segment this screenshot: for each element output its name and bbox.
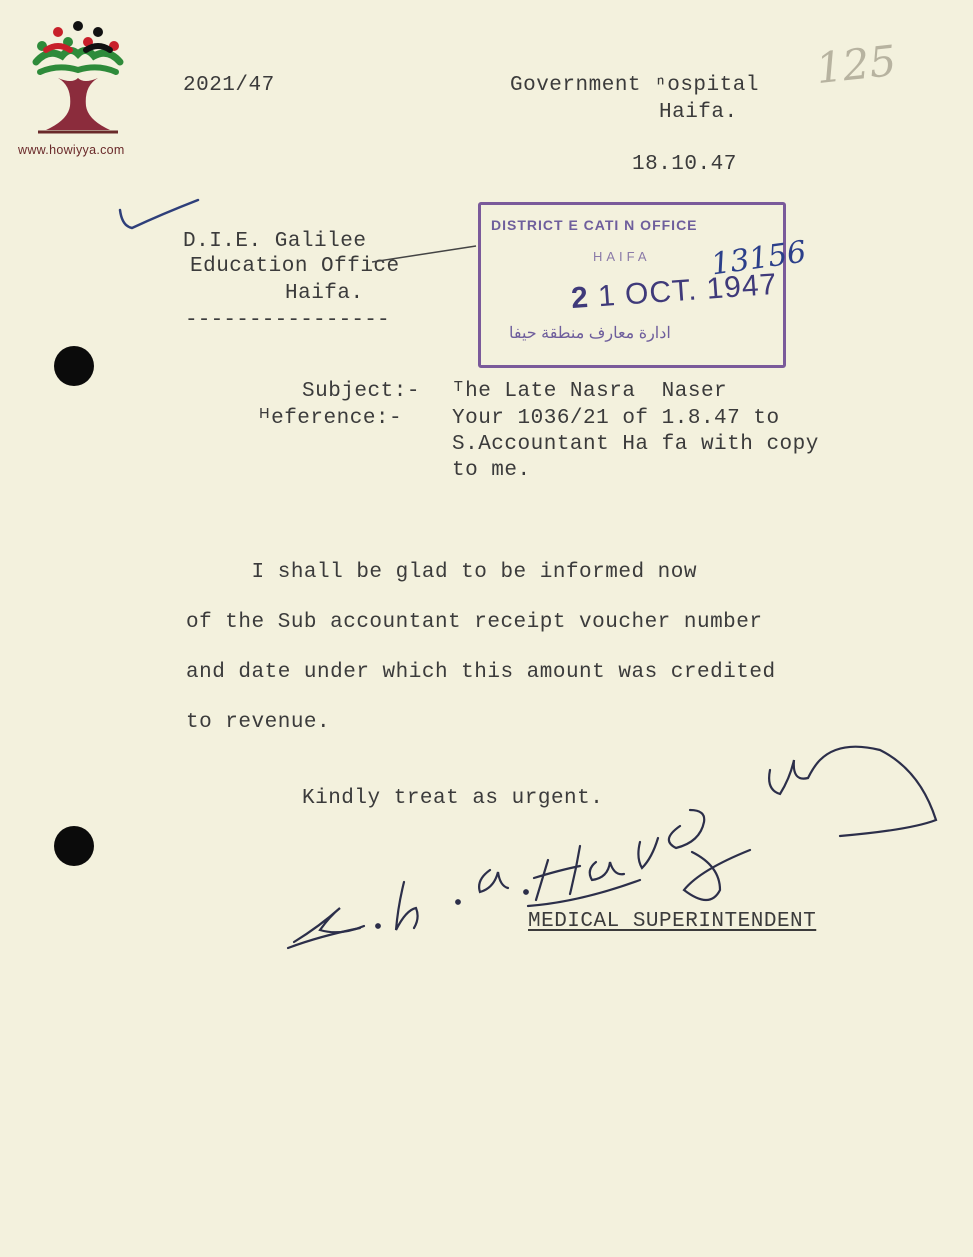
letter-date: 18.10.47 bbox=[632, 153, 737, 176]
stamp-city: HAIFA bbox=[593, 249, 651, 264]
stamp-date-text: 1 OCT. 1947 bbox=[597, 267, 779, 314]
punch-hole-bottom bbox=[54, 826, 94, 866]
file-number: 2021/47 bbox=[183, 74, 275, 97]
reference-line-2: S.Accountant Ha fa with copy bbox=[452, 433, 819, 456]
reference-line-1: Your 1036/21 of 1.8.47 to bbox=[452, 407, 780, 430]
stamp-arabic-text: ادارة معارف منطقة حيفا bbox=[509, 325, 671, 342]
tree-logo-icon bbox=[28, 20, 128, 138]
subject-text: ᵀhe Late Nasra Naser bbox=[452, 380, 728, 403]
howiyya-logo bbox=[28, 20, 128, 138]
stamp-title: DISTRICT E CATI N OFFICE bbox=[491, 217, 698, 233]
district-education-office-stamp bbox=[478, 202, 809, 368]
punch-hole-top bbox=[54, 346, 94, 386]
sender-line-2: Haifa. bbox=[659, 101, 738, 124]
reference-label: ᴴeference:- bbox=[258, 407, 403, 430]
subject-label: Subject:- bbox=[302, 380, 420, 403]
addressee-line-2: Education Office bbox=[190, 255, 400, 278]
stamp-date-lead: 2 bbox=[570, 281, 591, 316]
strike-line-icon bbox=[370, 240, 480, 270]
pencil-folio-number: 125 bbox=[813, 35, 899, 94]
urgent-line: Kindly treat as urgent. bbox=[302, 787, 604, 810]
body-line-1: I shall be glad to be informed now bbox=[186, 561, 697, 584]
addressee-rule: ---------------- bbox=[185, 309, 390, 332]
reference-line-3: to me. bbox=[452, 459, 531, 482]
body-line-4: to revenue. bbox=[186, 711, 331, 734]
stamp-handwritten-number: 13156 bbox=[709, 234, 809, 283]
addressee-line-1: D.I.E. Galilee bbox=[183, 230, 367, 253]
body-line-3: and date under which this amount was credited bbox=[186, 661, 776, 684]
addressee-line-3: Haifa. bbox=[285, 282, 364, 305]
signature-title: MEDICAL SUPERINTENDENT bbox=[528, 910, 817, 933]
body-line-2: of the Sub accountant receipt voucher number bbox=[186, 611, 763, 634]
sender-line-1: Government ⁿospital bbox=[510, 74, 759, 97]
logo-url[interactable]: www.howiyya.com bbox=[18, 143, 125, 157]
